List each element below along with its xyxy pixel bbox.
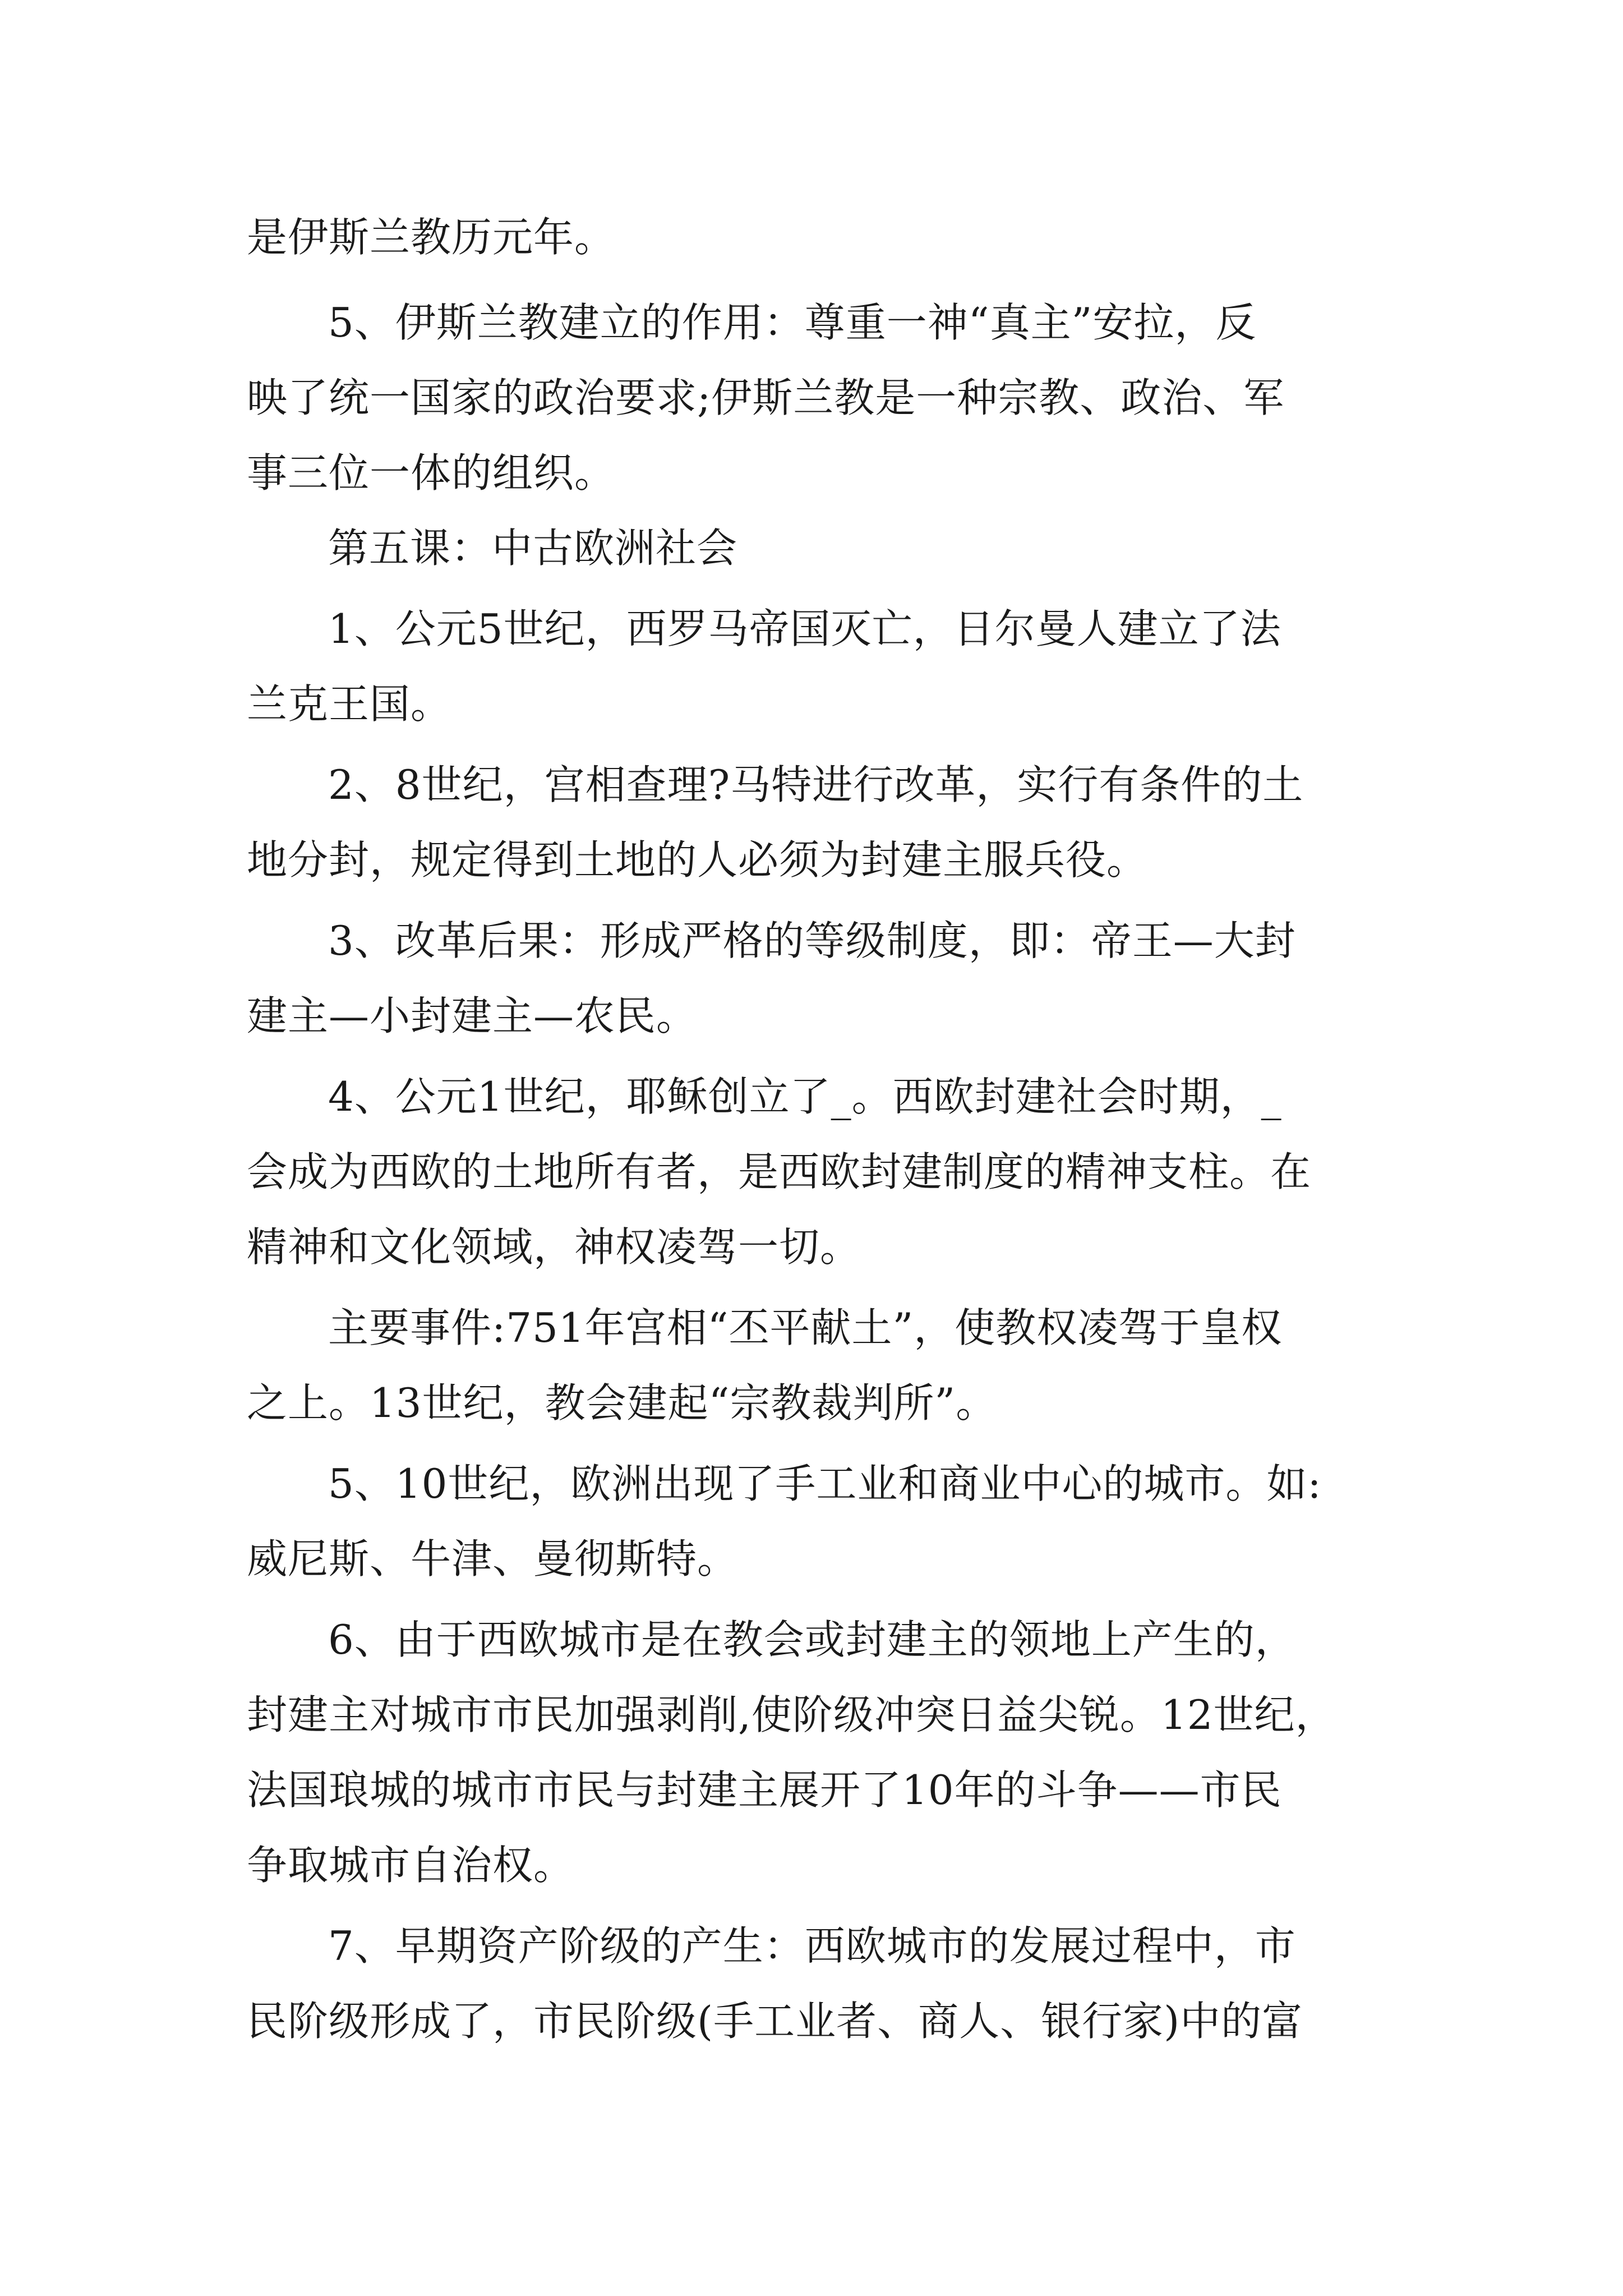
text-line-24: 民阶级形成了，市民阶级(手工业者、商人、银行家)中的富 [247, 1998, 1303, 2045]
text-line-20: 封建主对城市市民加强剥削,使阶级冲突日益尖锐。12世纪， [247, 1691, 1336, 1738]
text-line-19: 6、由于西欧城市是在教会或封建主的领地上产生的， [328, 1616, 1296, 1663]
text-line-21: 法国琅城的城市市民与封建主展开了10年的斗争——市民 [247, 1766, 1282, 1814]
text-line-13: 会成为西欧的土地所有者，是西欧封建制度的精神支柱。在 [247, 1148, 1312, 1195]
text-line-4: 事三位一体的组织。 [247, 449, 616, 496]
text-line-23: 7、早期资产阶级的产生：西欧城市的发展过程中，市 [328, 1922, 1296, 1970]
text-line-17: 5、10世纪，欧洲出现了手工业和商业中心的城市。如: [328, 1460, 1322, 1507]
text-line-7: 兰克王国。 [247, 680, 452, 728]
text-line-10: 3、改革后果：形成严格的等级制度，即：帝王—大封 [328, 917, 1296, 964]
text-line-9: 地分封，规定得到土地的人必须为封建主服兵役。 [247, 836, 1148, 884]
text-line-6: 1、公元5世纪，西罗马帝国灭亡，日尔曼人建立了法 [328, 605, 1281, 652]
text-line-12: 4、公元1世纪，耶稣创立了_。西欧封建社会时期，_ [328, 1073, 1282, 1120]
text-line-15: 主要事件:751年宫相“丕平献土”，使教权凌驾于皇权 [328, 1304, 1283, 1351]
text-line-2: 5、伊斯兰教建立的作用：尊重一神“真主”安拉，反 [328, 299, 1257, 346]
text-line-22: 争取城市自治权。 [247, 1842, 575, 1889]
text-line-14: 精神和文化领域，神权凌驾一切。 [247, 1223, 861, 1271]
text-line-11: 建主—小封建主—农民。 [247, 992, 698, 1039]
text-line-8: 2、8世纪，宫相查理?马特进行改革，实行有条件的土 [328, 761, 1304, 808]
section-heading: 第五课：中古欧洲社会 [328, 524, 738, 572]
text-line-1: 是伊斯兰教历元年。 [247, 214, 616, 261]
text-line-3: 映了统一国家的政治要求;伊斯兰教是一种宗教、政治、军 [247, 374, 1285, 421]
text-line-18: 威尼斯、牛津、曼彻斯特。 [247, 1535, 739, 1582]
text-line-16: 之上。13世纪，教会建起“宗教裁判所”。 [247, 1379, 997, 1427]
